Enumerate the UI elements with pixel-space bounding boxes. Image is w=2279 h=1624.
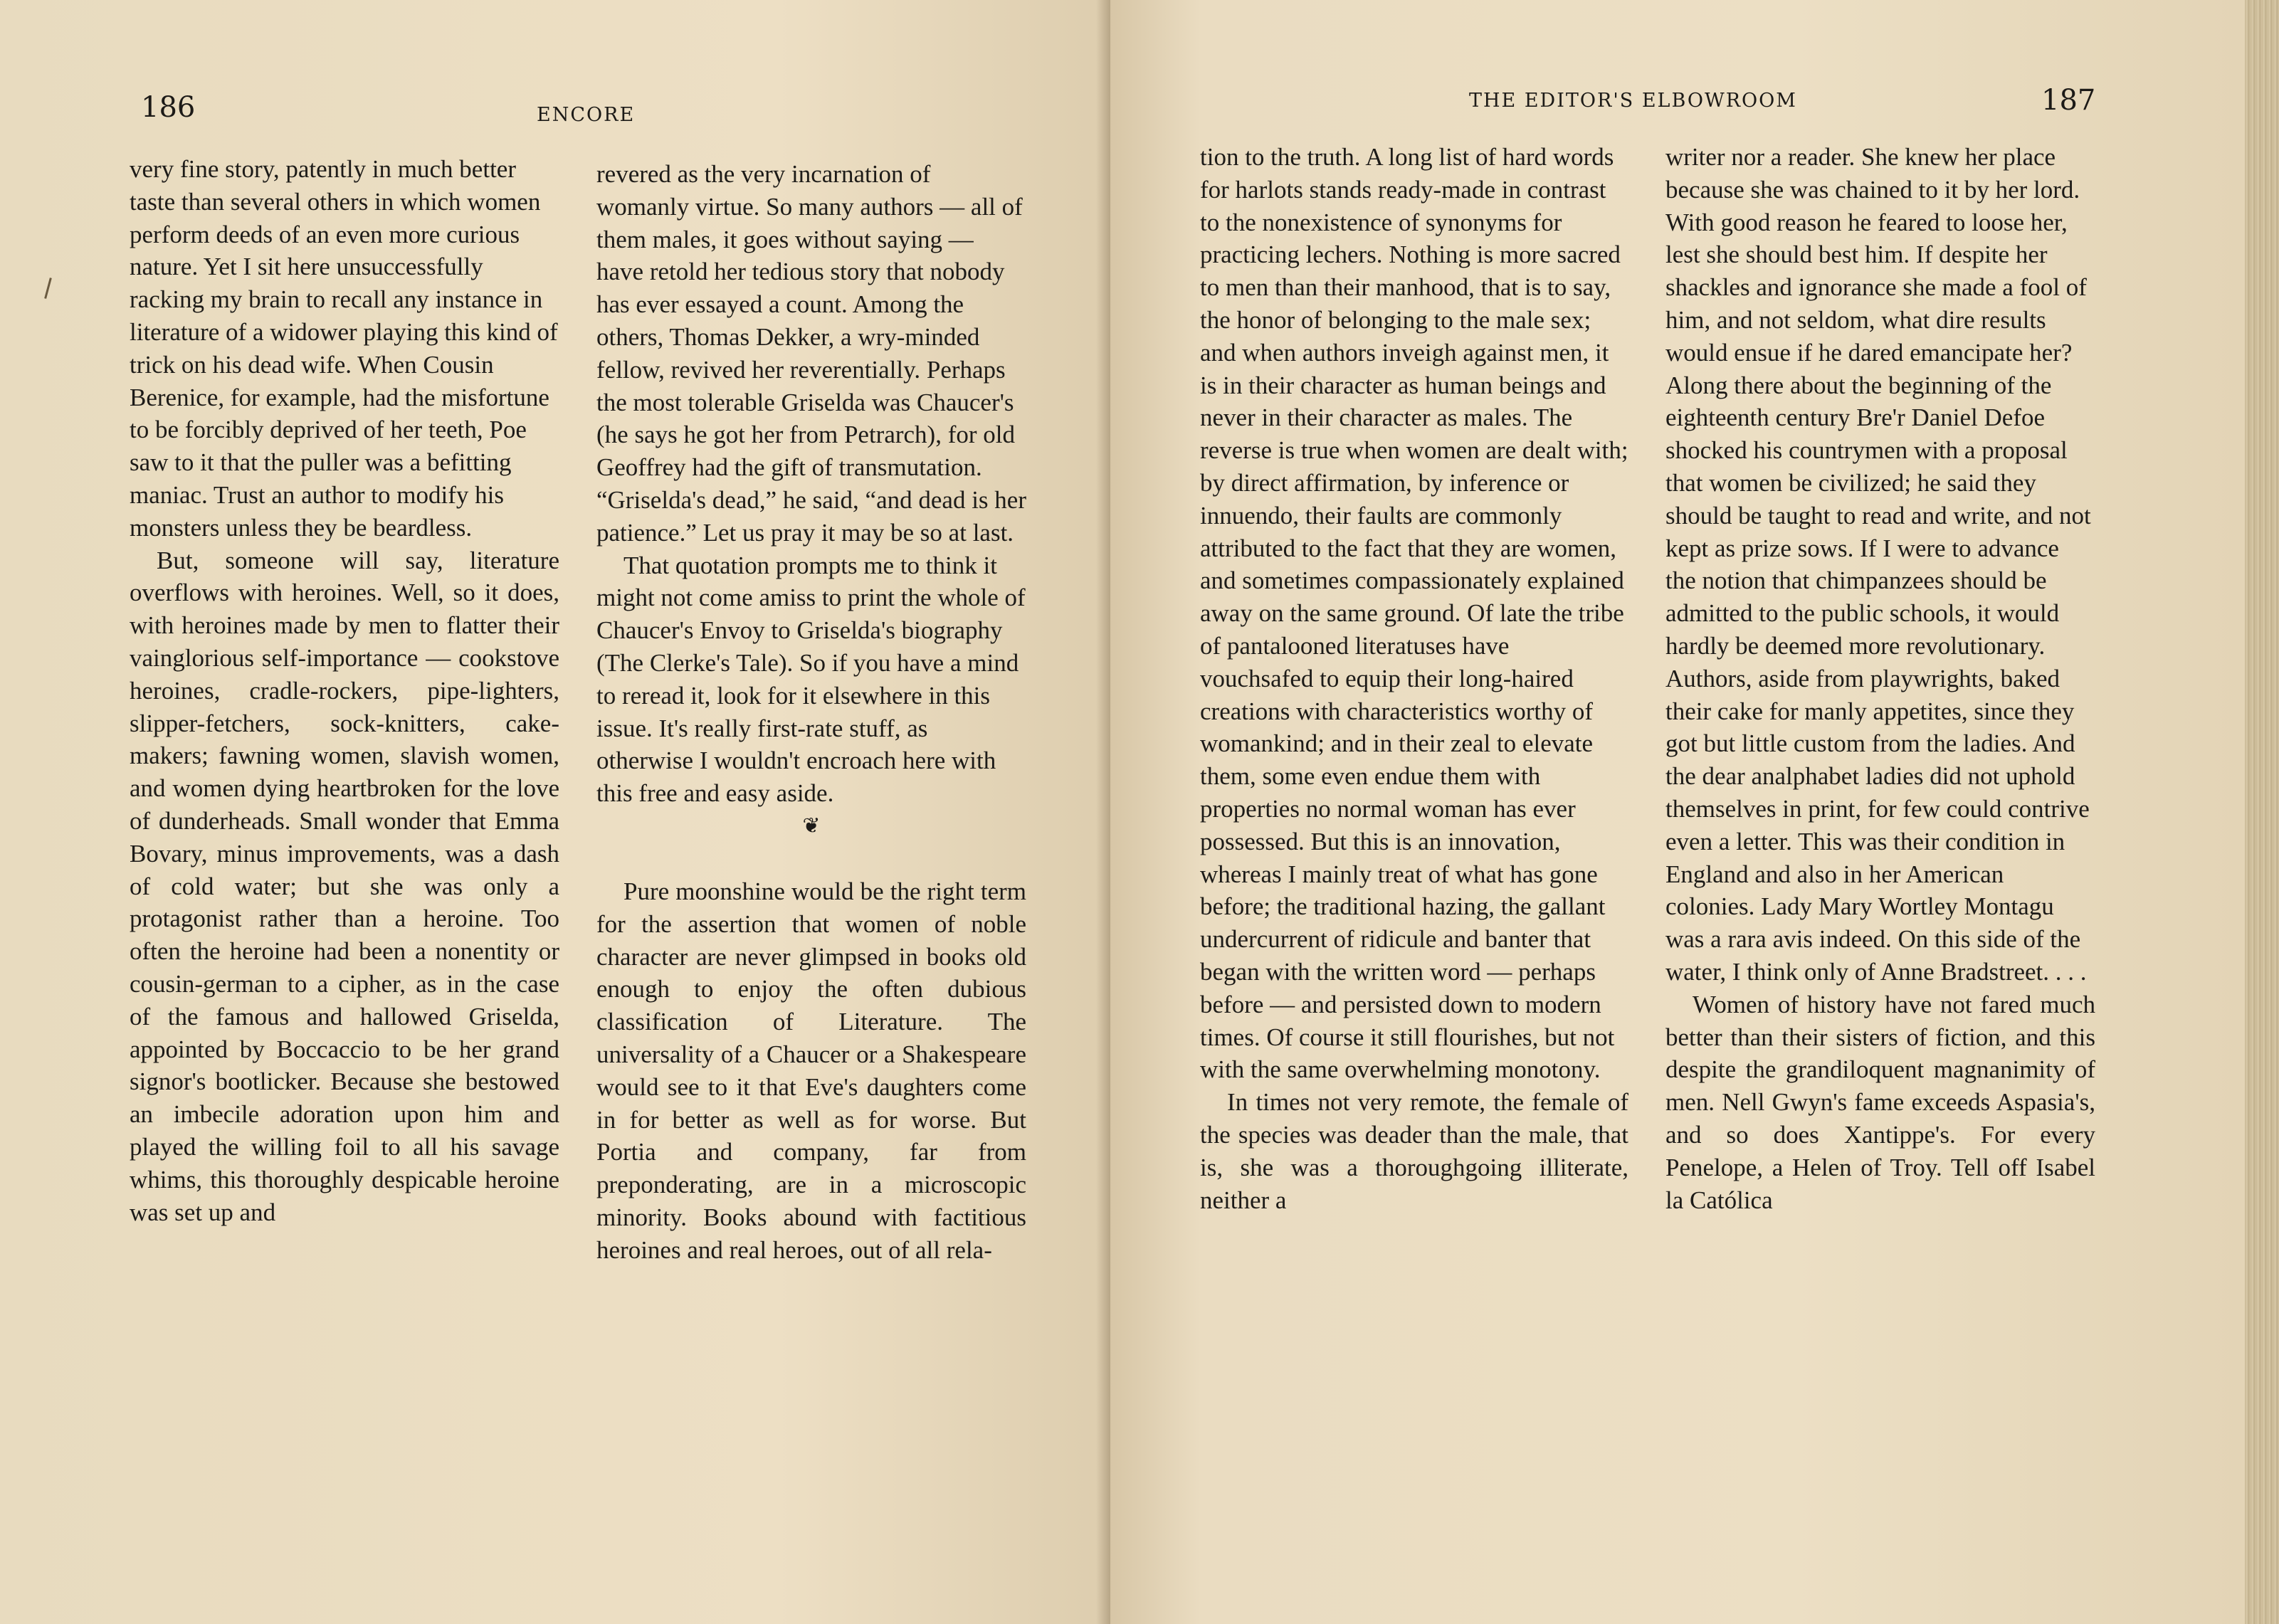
- left-column-2: [596, 158, 1026, 1267]
- page-edges: [2245, 0, 2279, 1624]
- right-column-2: [1665, 141, 2095, 1216]
- paragraph: That quotation prompts me to think it might not come amiss to print the whole of Chaucer's Envoy to Griselda's biography (The Clerke's Tale). So if you have a mind to reread it, look for it elsewhere in this issue. It's really first-rate stuff, as otherwise I wouldn't encroach here with this free and easy aside.: [596, 551, 1026, 808]
- paragraph: But, someone will say, literature overflows with heroines. Well, so it does, with heroines made by men to flatter their vainglorious self-importance — cookstove heroines, cradle-rockers, pipe-lighters, slipper-fetchers, sock-knitters, cake-makers; fawning women, slavish women, and women dying heartbroken for the love of dunderheads. Small wonder that Emma Bovary, minus improvements, was a dash of cold water; but she was only a protagonist rather than a heroine. Too often the heroine had been a nonentity or cousin-german to a cipher, as in the case of the famous and hallowed Griselda, appointed by Boccaccio to be her grand signor's bootlicker. Because she bestowed an imbecile adoration upon him and played the willing foil to all his savage whims, this thoroughly despicable heroine was set up and: [130, 546, 559, 1226]
- running-head-right: THE EDITOR'S ELBOWROOM: [1469, 90, 1797, 112]
- paragraph: Women of history have not fared much better than their sisters of fiction, and this despite the grandiloquent magnanimity of men. Nell Gwyn's fame exceeds Aspasia's, and so does Xantippe's. For every Penelope, a Helen of Troy. Tell off Isabel la Católica: [1665, 990, 2095, 1214]
- paragraph: writer nor a reader. She knew her place because she was chained to it by her lord. With good reason he feared to loose her, lest she should best him. If despite her shackles and ignorance she made a fool of him, and not seldom, what dire results would ensue if he dared emancipate her? Along there about the beginning of the eighteenth century Bre'r Daniel Defoe shocked his countrymen with a proposal that women be civilized; he said they should be taught to read and write, and not kept as prize sows. If I were to advance the notion that chimpanzees should be admitted to the public schools, it would hardly be deemed more revolutionary. Authors, aside from playwrights, baked their cake for manly appetites, since they got but little custom from the ladies. And the dear analphabet ladies did not uphold themselves in print, for few could contrive even a letter. This was their condition in England and also in her American colonies. Lady Mary Wortley Montagu was a rara avis indeed. On this side of the water, I think only of Anne Bradstreet. . . .: [1665, 143, 2091, 986]
- page-number-left: 186: [141, 91, 196, 124]
- page-number-right: 187: [2041, 84, 2096, 117]
- paragraph: revered as the very incarnation of womanly virtue. So many authors — all of them males, it goes without saying — have retold her tedious story that nobody has ever essayed a count. Among the others, Thomas Dekker, a wry-minded fellow, revived her reverentially. Perhaps the most tolerable Griselda was Chaucer's (he says he got her from Petrarch), for old Geoffrey had the gift of transmutation. “Griselda's dead,” he said, “and dead is her patience.” Let us pray it may be so at last.: [596, 160, 1026, 547]
- left-column-1: [130, 153, 559, 1228]
- paragraph: In times not very remote, the female of the species was deader than the male, that is, she was a thoroughgoing illiterate, neither a: [1200, 1088, 1628, 1214]
- section-break-ornament: ❦: [802, 813, 821, 838]
- right-column-1: [1200, 141, 1628, 1216]
- paragraph: very fine story, patently in much better taste than several others in which women perform deeds of an even more curious nature. Yet I sit here unsuccessfully racking my brain to recall any instance in literature of a widower playing this kind of trick on his dead wife. When Cousin Berenice, for example, had the misfortune to be forcibly deprived of her teeth, Poe saw to it that the puller was a befitting maniac. Trust an author to modify his monsters unless they be beardless.: [130, 155, 558, 542]
- margin-mark: [44, 278, 52, 299]
- paragraph: Pure moonshine would be the right term for the assertion that women of noble character are never glimpsed in books old enough to enjoy the often dubious classification of Literature. The universality of a Chaucer or a Shakespeare would see to it that Eve's daughters come in for better as well as for worse. But Portia and company, far from preponderating, are in a microscopic minority. Books abound with factitious heroines and real heroes, out of all rela-: [596, 877, 1026, 1264]
- left-page: [0, 0, 1110, 1624]
- right-page: [1110, 0, 2245, 1624]
- paragraph: tion to the truth. A long list of hard words for harlots stands ready-made in contrast to the nonexistence of synonyms for practicing lechers. Nothing is more sacred to men than their manhood, that is to say, the honor of belonging to the male sex; and when authors inveigh against men, it is in their character as human beings and never in their character as males. The reverse is true when women are dealt with; by direct affirmation, by inference or innuendo, their faults are commonly attributed to the fact that they are women, and sometimes compassionately explained away on the same ground. Of late the tribe of pantalooned literatuses have vouchsafed to equip their long-haired creations with characteristics worthy of womankind; and in their zeal to elevate them, some even endue them with properties no normal woman has ever possessed. But this is an innovation, whereas I mainly treat of what has gone before; the traditional hazing, the gallant undercurrent of ridicule and banter that began with the written word — perhaps before — and persisted down to modern times. Of course it still flourishes, but not with the same overwhelming monotony.: [1200, 143, 1628, 1084]
- running-head-left: ENCORE: [537, 104, 636, 126]
